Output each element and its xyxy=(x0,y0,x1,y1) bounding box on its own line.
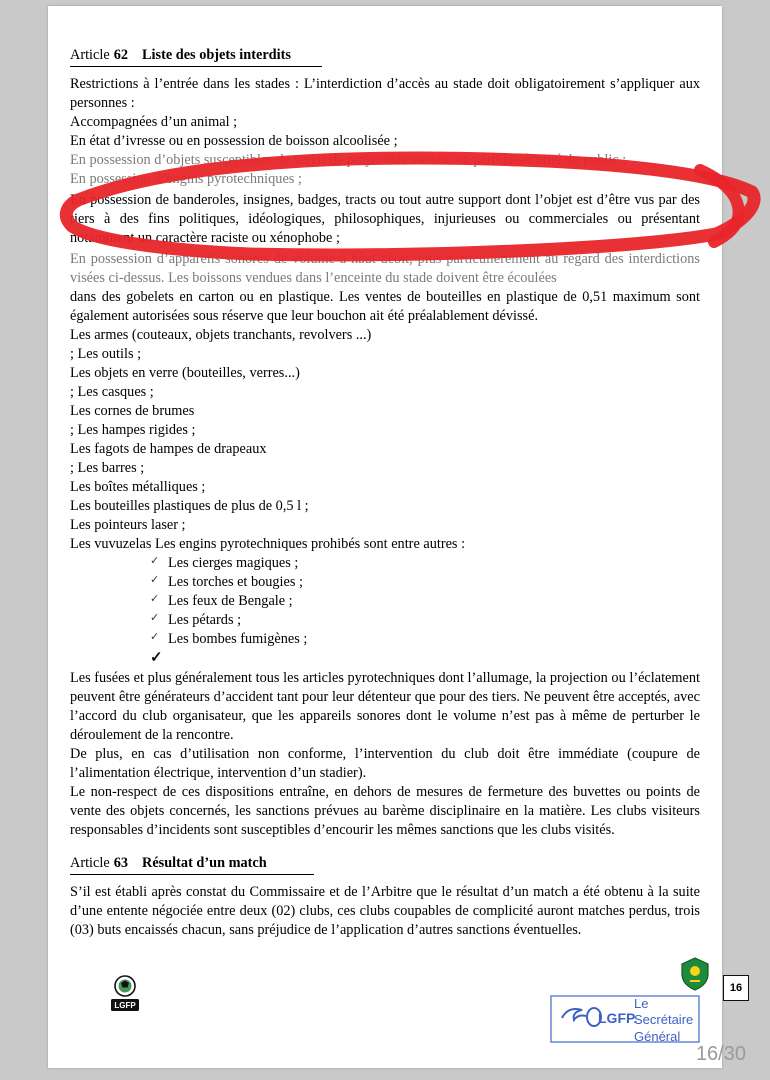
object-item-10: Les bouteilles plastiques de plus de 0,5 l ; xyxy=(70,498,309,514)
highlighted-item-2: En possession d’engins pyrotechniques ; xyxy=(70,171,302,187)
sound-paragraph-faded: En possession d’appareils sonores de volume à haut débit, plus particulièrement au regard des interdictions visées ci-dessus. Les boissons vendues dans l’enceinte du stade doivent être écoulées xyxy=(70,251,700,286)
object-item-4: ; Les casques ; xyxy=(70,384,154,400)
object-item-12: Les vuvuzelas Les engins pyrotechniques prohibés sont entre autres : xyxy=(70,536,466,552)
list-item xyxy=(150,611,700,630)
official-stamp xyxy=(550,990,700,1046)
highlighted-item-1: En possession d’objets susceptibles de servir de projectiles mettant en péril la sécurité du public ; xyxy=(70,152,627,168)
article-label: Article xyxy=(70,854,110,871)
person-item-1: Accompagnées d’un animal ; xyxy=(70,114,238,130)
svg-text:LGFP: LGFP xyxy=(114,1001,136,1010)
paragraph-after-2: Le non-respect de ces dispositions entraîne, en dehors de mesures de fermeture des buvettes ou points de vente des objets concernés, les sanctions prévues au barème disciplinaire en la matière. Les clubs visiteurs responsables d’incidents sont susceptibles d’encourir les mêmes sanctions que les clubs visités. xyxy=(70,783,700,838)
article-number: 63 xyxy=(113,854,128,871)
page-content xyxy=(70,46,700,940)
article-63-heading xyxy=(70,854,314,875)
lgfp-logo-icon xyxy=(108,973,142,1013)
document-page xyxy=(48,6,722,1068)
article-title: Résultat d’un match xyxy=(142,854,267,871)
list-item xyxy=(150,573,700,592)
person-item-2: En état d’ivresse ou en possession de boisson alcoolisée ; xyxy=(70,133,398,149)
checkmark-icon: ✓ xyxy=(150,650,163,666)
intro-paragraph: Restrictions à l’entrée dans les stades : L’interdiction d’accès au stade doit obligatoirement s’appliquer aux personnes : xyxy=(70,76,700,111)
list-item xyxy=(150,592,700,611)
article-63-paragraph: S’il est établi après constat du Commissaire et de l’Arbitre que le résultat d’un match a été obtenu à la suite d’une entente négociée entre deux (02) clubs, ces clubs coupables de complicité auront matches perdus, trois (03) buts encaissés chacun, sans préjudice de l’application d’autres sanctions éventuelles. xyxy=(70,883,700,938)
svg-text:LGFP.: LGFP. xyxy=(598,1010,638,1026)
article-62-heading xyxy=(70,46,322,67)
article-title: Liste des objets interdits xyxy=(142,47,291,63)
stamp-line-1: Le xyxy=(634,996,649,1011)
page-number-box: 16 xyxy=(723,975,749,1001)
checkmark-icon: ✓ xyxy=(150,631,160,643)
checkmark-icon: ✓ xyxy=(150,612,160,624)
article-number: 62 xyxy=(113,47,128,63)
object-item-9: Les boîtes métalliques ; xyxy=(70,479,206,495)
object-item-11: Les pointeurs laser ; xyxy=(70,517,186,533)
paragraph-after-1: De plus, en cas d’utilisation non conforme, l’intervention du club doit être immédiate (coupure de l’alimentation électrique, intervention d’un stadier). xyxy=(70,745,700,781)
marked-paragraph: En possession de banderoles, insignes, badges, tracts ou tout autre support dont l’objet est d’être vus par des tiers à des fins politiques, idéologiques, philosophiques, injurieuses ou commerciales ou présentant notamment un caractère raciste ou xénophobe ; xyxy=(70,192,700,246)
object-item-2: ; Les outils ; xyxy=(70,346,142,362)
pyro-item-3: Les feux de Bengale ; xyxy=(168,593,293,609)
sound-paragraph-rest: dans des gobelets en carton ou en plastique. Les ventes de bouteilles en plastique de 0,51 maximum sont également autorisées sous réserve que leur bouchon ait été préalablement dévissé. xyxy=(70,289,700,324)
pyro-item-1: Les cierges magiques ; xyxy=(168,555,299,571)
checkmark-icon: ✓ xyxy=(150,574,160,586)
green-seal-icon xyxy=(680,957,710,991)
object-item-6: ; Les hampes rigides ; xyxy=(70,422,196,438)
checkmark-icon: ✓ xyxy=(150,555,160,567)
stamp-text xyxy=(634,996,693,1045)
article-label: Article xyxy=(70,47,110,63)
stamp-line-2: Secrétaire xyxy=(634,1012,694,1028)
pyro-item-4: Les pétards ; xyxy=(168,612,242,628)
lgfp-logo xyxy=(108,973,142,1013)
pyro-item-2: Les torches et bougies ; xyxy=(168,574,303,590)
viewer-page-indicator: 16/30 xyxy=(695,1043,746,1065)
object-item-1: Les armes (couteaux, objets tranchants, revolvers ...) xyxy=(70,327,372,343)
pyro-final-paragraph: Les fusées et plus généralement tous les articles pyrotechniques dont l’allumage, la projection ou l’éclatement peuvent être générateurs d’accident tant pour leur détenteur que pour des tiers. Ne peuvent être acceptés, avec l’accord du club organisateur, que les appareils sonores dont le volume n’est pas à même de perturber le déroulement de la rencontre. xyxy=(70,669,700,743)
list-item-final-marker xyxy=(150,649,700,669)
object-item-8: ; Les barres ; xyxy=(70,460,145,476)
object-item-3: Les objets en verre (bouteilles, verres...) xyxy=(70,365,300,381)
object-item-5: Les cornes de brumes xyxy=(70,403,195,419)
stamp-line-3: Général xyxy=(634,1028,681,1044)
object-item-7: Les fagots de hampes de drapeaux xyxy=(70,441,267,457)
pyro-item-5: Les bombes fumigènes ; xyxy=(168,631,308,647)
checkmark-icon: ✓ xyxy=(150,593,160,605)
list-item xyxy=(150,630,700,649)
list-item xyxy=(150,554,700,573)
